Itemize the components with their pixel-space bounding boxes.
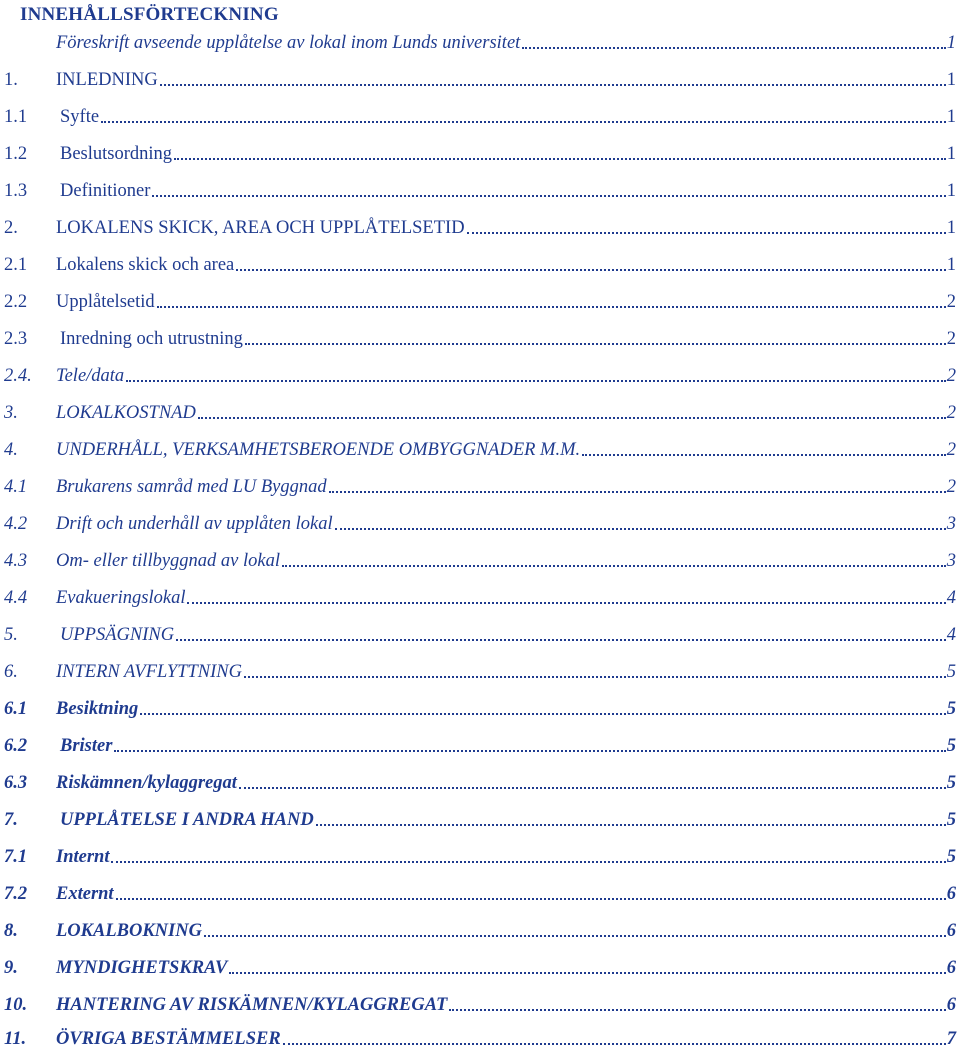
toc-entry-page: 1: [946, 107, 956, 127]
toc-entry-number: 6.: [4, 662, 18, 682]
toc-entry-label: HANTERING AV RISKÄMNEN/KYLAGGREGAT: [56, 995, 448, 1015]
toc-entry-number: 1.: [4, 70, 18, 90]
toc-entry[interactable]: [0, 468, 960, 498]
toc-entry[interactable]: [0, 394, 960, 424]
toc-entry[interactable]: [0, 616, 960, 646]
dot-leader: [522, 47, 945, 49]
dot-leader: [116, 898, 946, 900]
toc-entry-number: 2.3: [4, 329, 28, 349]
toc-entry[interactable]: [0, 505, 960, 535]
toc-entry-page: 2: [946, 329, 956, 349]
dot-leader: [282, 565, 946, 567]
toc-entry-page: 1: [946, 218, 956, 238]
toc-entry[interactable]: [0, 135, 960, 165]
toc-entry-number: 1.3: [4, 181, 28, 201]
toc-entry-label: Riskämnen/kylaggregat: [56, 773, 237, 793]
toc-entry[interactable]: [0, 246, 960, 276]
toc-entry-number: 6.2: [4, 736, 28, 756]
toc-entry-page: 1: [946, 255, 956, 275]
toc-entry[interactable]: [0, 431, 960, 461]
toc-entry-label: INTERN AVFLYTTNING: [56, 662, 242, 682]
toc-entry-page: 3: [946, 551, 956, 571]
toc-entry[interactable]: [0, 24, 960, 54]
toc-entry-label: LOKALENS SKICK, AREA OCH UPPLÅTELSETID: [56, 218, 465, 238]
toc-entry-page: 1: [946, 181, 956, 201]
toc-entry[interactable]: [0, 986, 960, 1016]
toc-entry-label: Besiktning: [56, 699, 139, 719]
toc-entry-number: 2.: [4, 218, 18, 238]
toc-entry-label: LOKALKOSTNAD: [56, 403, 196, 423]
toc-entry-label: UPPSÄGNING: [60, 625, 175, 645]
toc-entry-label: MYNDIGHETSKRAV: [56, 958, 228, 978]
toc-entry-label: LOKALBOKNING: [56, 921, 202, 941]
toc-entry[interactable]: [0, 838, 960, 868]
toc-entry[interactable]: [0, 209, 960, 239]
toc-entry-label: Brukarens samråd med LU Byggnad: [56, 477, 327, 497]
dot-leader: [236, 269, 946, 271]
dot-leader: [160, 84, 946, 86]
toc-entry[interactable]: [0, 949, 960, 979]
toc-entry[interactable]: [0, 172, 960, 202]
toc-entry-page: 1: [946, 70, 956, 90]
toc-entry[interactable]: [0, 357, 960, 387]
toc-entry-number: 1.1: [4, 107, 28, 127]
toc-entry-page: 5: [946, 810, 956, 830]
toc-entry[interactable]: [0, 875, 960, 905]
toc-entry-label: ÖVRIGA BESTÄMMELSER: [56, 1029, 281, 1049]
toc-entry-page: 7: [946, 1029, 956, 1049]
toc-entry-page: 3: [946, 514, 956, 534]
dot-leader: [245, 343, 946, 345]
toc-entry[interactable]: [0, 912, 960, 942]
toc-entry-page: 6: [946, 995, 956, 1015]
toc-entry[interactable]: [0, 283, 960, 313]
toc-entry-page: 5: [946, 662, 956, 682]
toc-entry-page: 4: [946, 625, 956, 645]
toc-entry[interactable]: [0, 801, 960, 831]
toc-entry-number: 4.2: [4, 514, 28, 534]
toc-entry[interactable]: [0, 320, 960, 350]
dot-leader: [111, 861, 945, 863]
toc-entry-page: 2: [946, 292, 956, 312]
dot-leader: [229, 972, 945, 974]
toc-entry[interactable]: [0, 690, 960, 720]
toc-entry-label: Drift och underhåll av upplåten lokal: [56, 514, 333, 534]
toc-entry-label: Tele/data: [56, 366, 125, 386]
toc-entry-label: Lokalens skick och area: [56, 255, 235, 275]
toc-entry-page: 4: [946, 588, 956, 608]
toc-entry-number: 7.: [4, 810, 18, 830]
dot-leader: [114, 750, 945, 752]
toc-entry-number: 10.: [4, 995, 28, 1015]
dot-leader: [244, 676, 946, 678]
dot-leader: [329, 491, 946, 493]
toc-entry[interactable]: [0, 653, 960, 683]
toc-entry-label: Beslutsordning: [60, 144, 173, 164]
toc-entry-number: 2.4.: [4, 366, 32, 386]
toc-entry-page: 5: [946, 736, 956, 756]
toc-entry-page: 1: [946, 144, 956, 164]
toc-entry-label: Syfte: [60, 107, 100, 127]
toc-entry-label: Om- eller tillbyggnad av lokal: [56, 551, 281, 571]
toc-entry-number: 4.3: [4, 551, 28, 571]
toc-entry-page: 6: [946, 958, 956, 978]
toc-entry-number: 2.1: [4, 255, 28, 275]
toc-entry-label: Upplåtelsetid: [56, 292, 155, 312]
dot-leader: [152, 195, 945, 197]
toc-entry[interactable]: [0, 61, 960, 91]
toc-entry-label: Externt: [56, 884, 114, 904]
toc-entry-label: Föreskrift avseende upplåtelse av lokal inom Lunds universitet: [56, 33, 521, 53]
toc-entry-page: 2: [946, 477, 956, 497]
toc-entry-number: 1.2: [4, 144, 28, 164]
toc-entry-label: UNDERHÅLL, VERKSAMHETSBEROENDE OMBYGGNADER M.M.: [56, 440, 581, 460]
toc-entry[interactable]: [0, 98, 960, 128]
dot-leader: [204, 935, 946, 937]
toc-title: INNEHÅLLSFÖRTECKNING: [20, 4, 279, 25]
toc-entry-label: Definitioner: [60, 181, 151, 201]
toc-entry-number: 7.1: [4, 847, 28, 867]
dot-leader: [101, 121, 946, 123]
dot-leader: [140, 713, 946, 715]
toc-entry-number: 4.: [4, 440, 18, 460]
dot-leader: [283, 1043, 946, 1045]
toc-entry[interactable]: [0, 579, 960, 609]
toc-entry-label: INLEDNING: [56, 70, 158, 90]
dot-leader: [187, 602, 945, 604]
toc-entry-page: 2: [946, 403, 956, 423]
toc-entry-number: 3.: [4, 403, 18, 423]
dot-leader: [174, 158, 946, 160]
toc-entry-label: Internt: [56, 847, 110, 867]
dot-leader: [126, 380, 946, 382]
toc-entry-number: 5.: [4, 625, 18, 645]
toc-entry-label: Evakueringslokal: [56, 588, 186, 608]
dot-leader: [582, 454, 946, 456]
toc-entry-number: 4.1: [4, 477, 28, 497]
toc-entry-label: Brister: [60, 736, 113, 756]
toc-entry-page: 5: [946, 699, 956, 719]
toc-entry-number: 4.4: [4, 588, 28, 608]
dot-leader: [198, 417, 946, 419]
toc-entry-number: 8.: [4, 921, 18, 941]
toc-entry-page: 5: [946, 847, 956, 867]
toc-entry[interactable]: [0, 542, 960, 572]
dot-leader: [335, 528, 946, 530]
dot-leader: [449, 1009, 945, 1011]
toc-entry[interactable]: [0, 764, 960, 794]
toc-entry-page: 2: [946, 366, 956, 386]
toc-entry-page: 6: [946, 921, 956, 941]
dot-leader: [176, 639, 946, 641]
toc-entry[interactable]: [0, 1020, 960, 1050]
toc-entry-page: 2: [946, 440, 956, 460]
toc-entry-label: Inredning och utrustning: [60, 329, 243, 349]
dot-leader: [157, 306, 946, 308]
toc-entry-label: UPPLÅTELSE I ANDRA HAND: [60, 810, 314, 830]
toc-entry-page: 6: [946, 884, 956, 904]
dot-leader: [316, 824, 946, 826]
toc-entry-number: 7.2: [4, 884, 28, 904]
toc-entry-number: 6.3: [4, 773, 28, 793]
toc-entry-number: 2.2: [4, 292, 28, 312]
toc-entry-number: 6.1: [4, 699, 28, 719]
toc-entry-page: 1: [946, 33, 956, 53]
toc-entry[interactable]: [0, 727, 960, 757]
dot-leader: [239, 787, 946, 789]
dot-leader: [467, 232, 946, 234]
toc-entry-number: 9.: [4, 958, 18, 978]
toc-entry-page: 5: [946, 773, 956, 793]
toc-entry-number: 11.: [4, 1029, 27, 1049]
